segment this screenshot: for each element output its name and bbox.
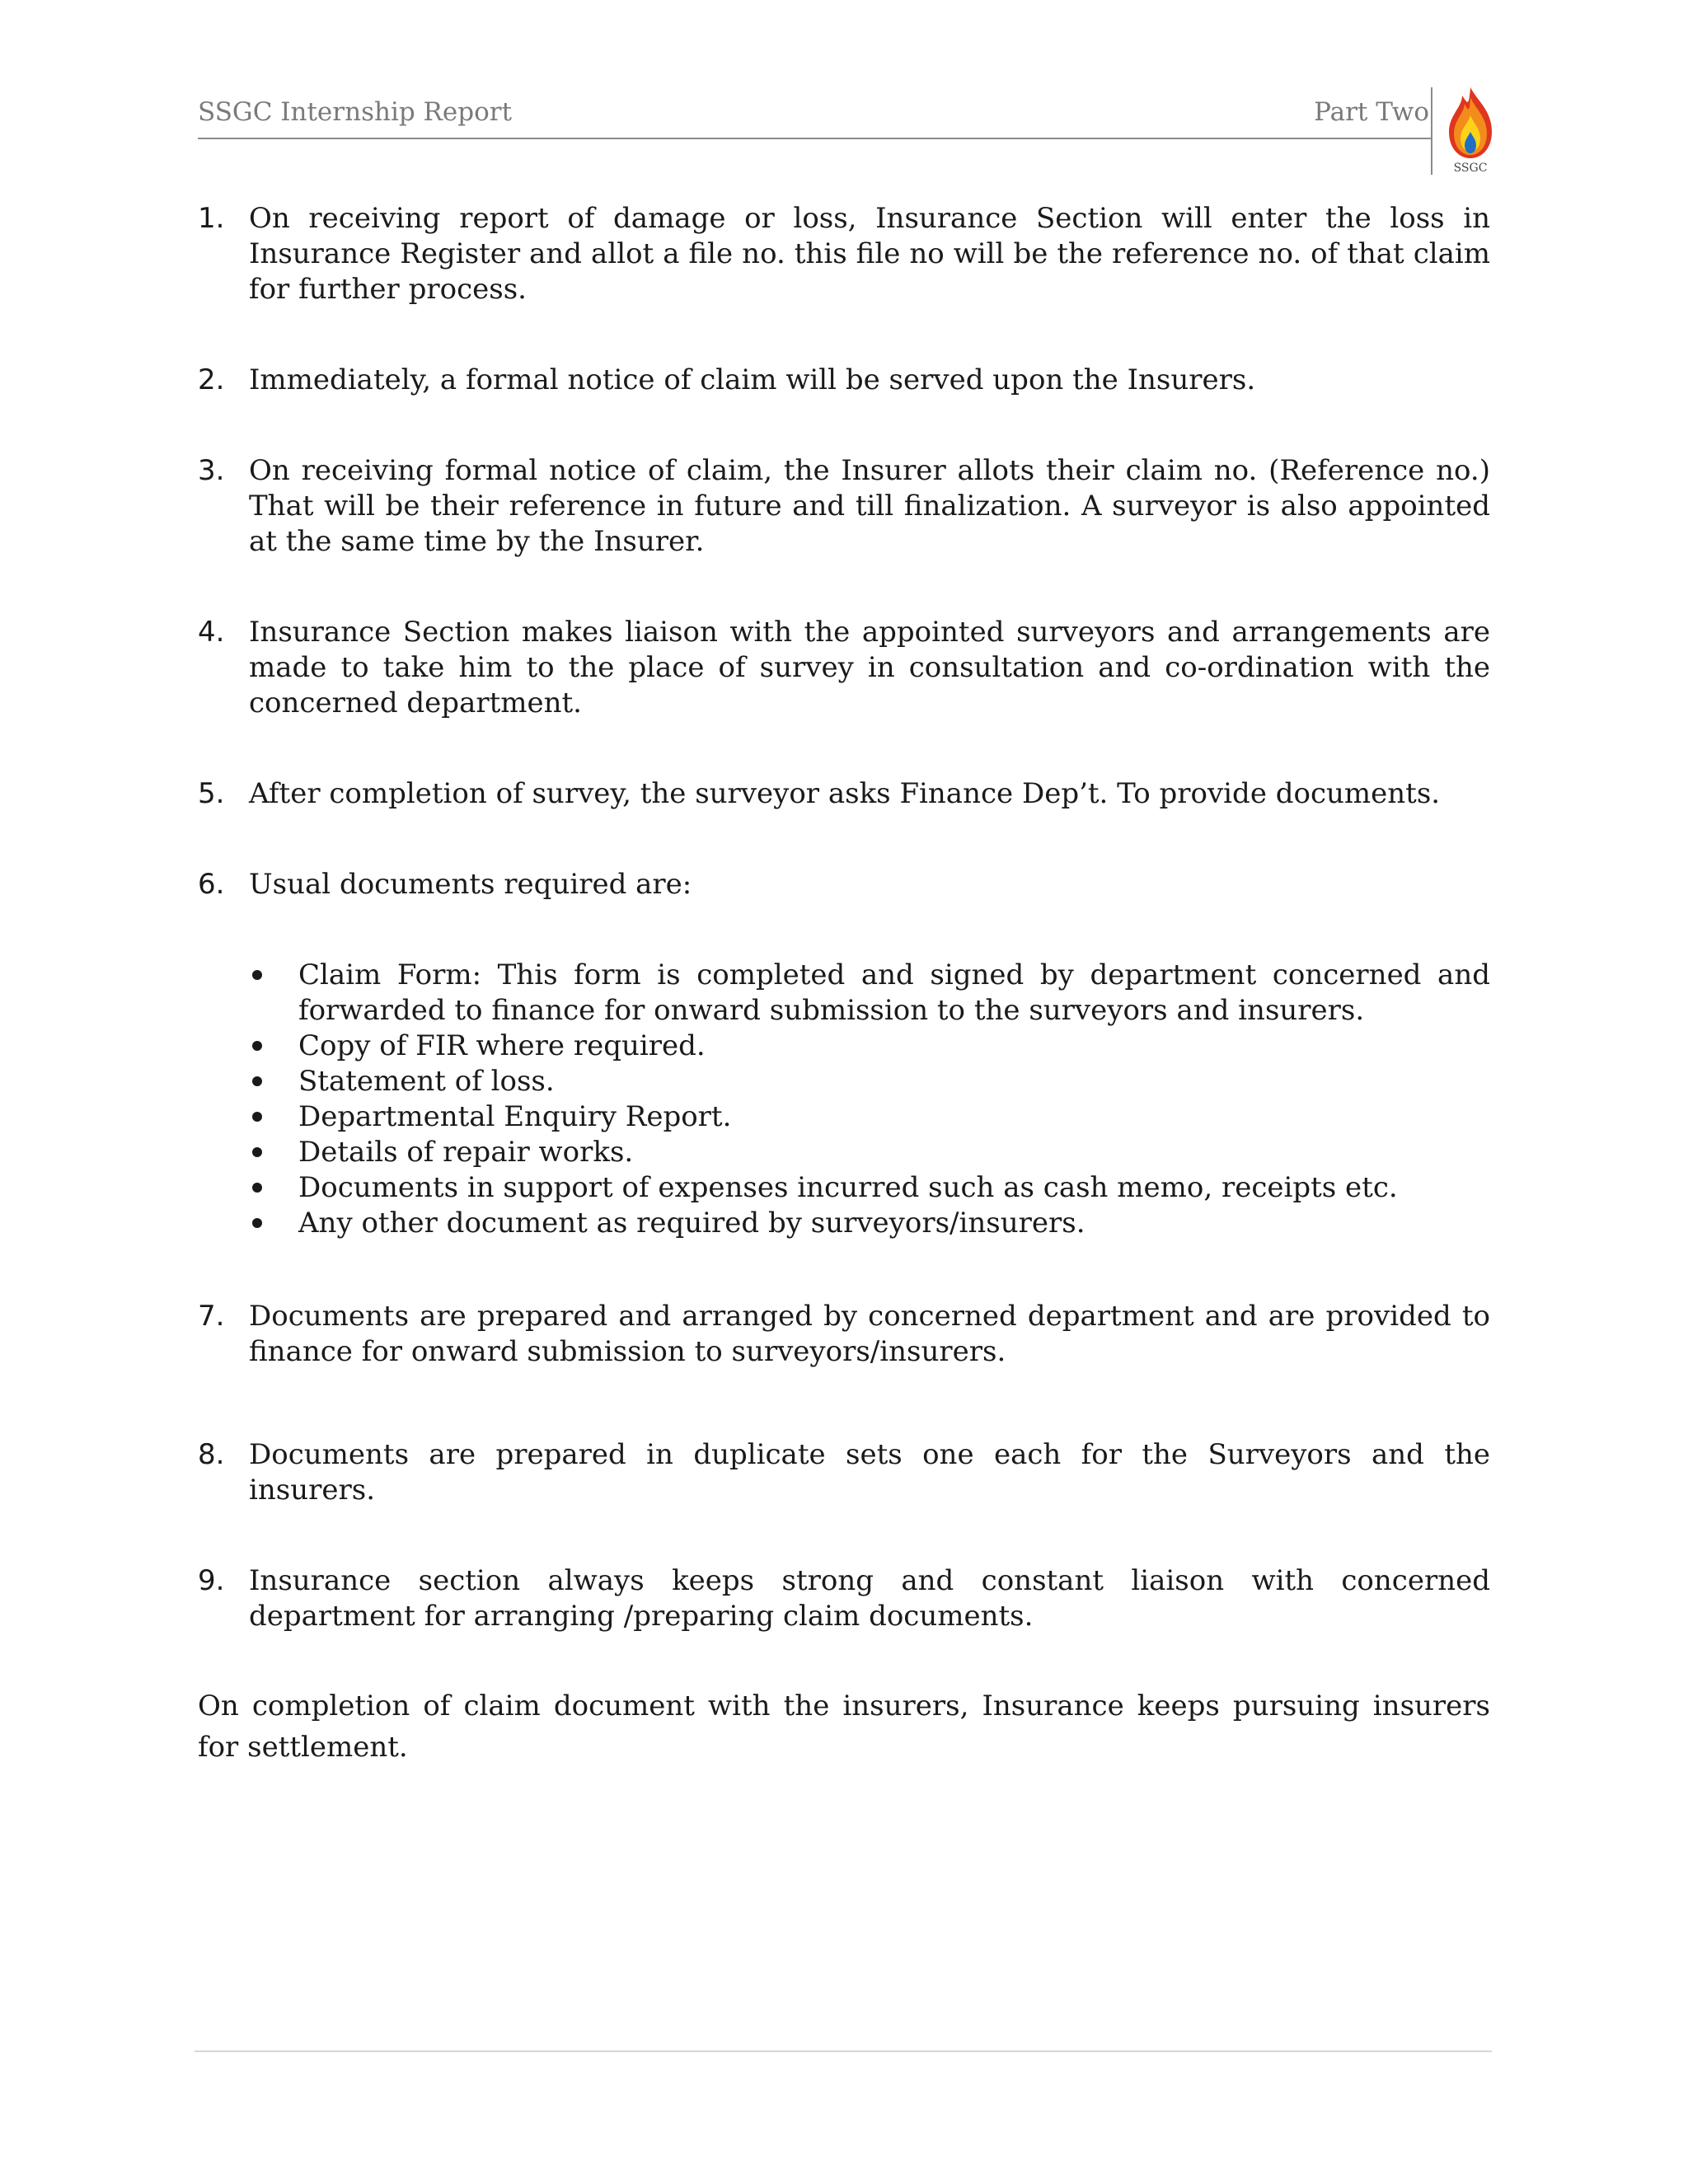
report-title: SSGC Internship Report [198, 97, 513, 127]
step-number: 9. [198, 1564, 225, 1597]
bullet-icon [252, 970, 262, 980]
list-item-text: Details of repair works. [298, 1136, 634, 1169]
flame-logo-icon [1444, 86, 1497, 162]
step-text: Insurance section always keeps strong and constant liaison with concerned department for arranging /preparing claim documents. [249, 1564, 1490, 1633]
closing-paragraph: On completion of claim document with the insurers, Insurance keeps pursuing insurers for settlement. [198, 1690, 1490, 1764]
step-item [198, 776, 1490, 812]
list-item-text: Statement of loss. [298, 1065, 555, 1098]
step-number: 5. [198, 777, 225, 810]
step-item [198, 867, 1490, 902]
list-item-text: Any other document as required by surveyors/insurers. [298, 1207, 1085, 1240]
step-item [198, 1437, 1490, 1508]
logo-text: SSGC [1453, 162, 1488, 175]
documents-list [198, 958, 1490, 1241]
step-item [198, 363, 1490, 398]
step-number: 2. [198, 363, 225, 396]
bullet-icon [252, 1147, 262, 1157]
list-item-text: Claim Form: This form is completed and signed by department concerned and forwarded to finance for onward submission to the surveyors and insurers. [298, 958, 1490, 1027]
step-number: 8. [198, 1438, 225, 1471]
step-text: Documents are prepared in duplicate sets one each for the Surveyors and the insurers. [249, 1438, 1490, 1507]
bullet-icon [252, 1218, 262, 1228]
list-item [198, 958, 1490, 1029]
ssgc-logo [1444, 86, 1497, 178]
step-item [198, 201, 1490, 307]
header-vertical-divider [1431, 87, 1432, 175]
list-item-text: Departmental Enquiry Report. [298, 1100, 732, 1133]
step-text: Documents are prepared and arranged by concerned department and are provided to finance for onward submission to surveyors/insurers. [249, 1300, 1490, 1368]
list-item [198, 1029, 1490, 1064]
step-text: On receiving formal notice of claim, the Insurer allots their claim no. (Reference no.) That will be their reference in future and till finalization. A surveyor is also appointed at the same time by the Insurer. [249, 454, 1490, 558]
step-number: 3. [198, 454, 225, 487]
list-item [198, 1099, 1490, 1135]
document-body [198, 201, 1490, 1768]
step-number: 4. [198, 616, 225, 649]
list-item-text: Copy of FIR where required. [298, 1029, 706, 1062]
step-number: 7. [198, 1300, 225, 1333]
page-header [198, 97, 1429, 138]
step-number: 6. [198, 868, 225, 901]
step-text: Immediately, a formal notice of claim will be served upon the Insurers. [249, 363, 1256, 396]
step-item [198, 453, 1490, 560]
step-text: Insurance Section makes liaison with the appointed surveyors and arrangements are made to take him to the place of survey in consultation and co-ordination with the concerned department. [249, 616, 1490, 719]
list-item [198, 1064, 1490, 1099]
header-divider [198, 138, 1431, 139]
step-item [198, 1299, 1490, 1370]
step-text: On receiving report of damage or loss, Insurance Section will enter the loss in Insurance Register and allot a file no. this file no will be the reference no. of that claim for further process. [249, 202, 1490, 306]
list-item [198, 1170, 1490, 1206]
bullet-icon [252, 1076, 262, 1086]
footer-divider [195, 2050, 1492, 2052]
list-item [198, 1135, 1490, 1170]
list-item-text: Documents in support of expenses incurred such as cash memo, receipts etc. [298, 1171, 1398, 1204]
bullet-icon [252, 1112, 262, 1122]
step-text: After completion of survey, the surveyor asks Finance Dep’t. To provide documents. [249, 777, 1441, 810]
bullet-icon [252, 1183, 262, 1193]
bullet-icon [252, 1041, 262, 1051]
list-item [198, 1206, 1490, 1241]
step-item [198, 1563, 1490, 1634]
step-item [198, 615, 1490, 721]
step-text: Usual documents required are: [249, 868, 692, 901]
section-label: Part Two [1314, 97, 1429, 127]
step-number: 1. [198, 202, 225, 235]
